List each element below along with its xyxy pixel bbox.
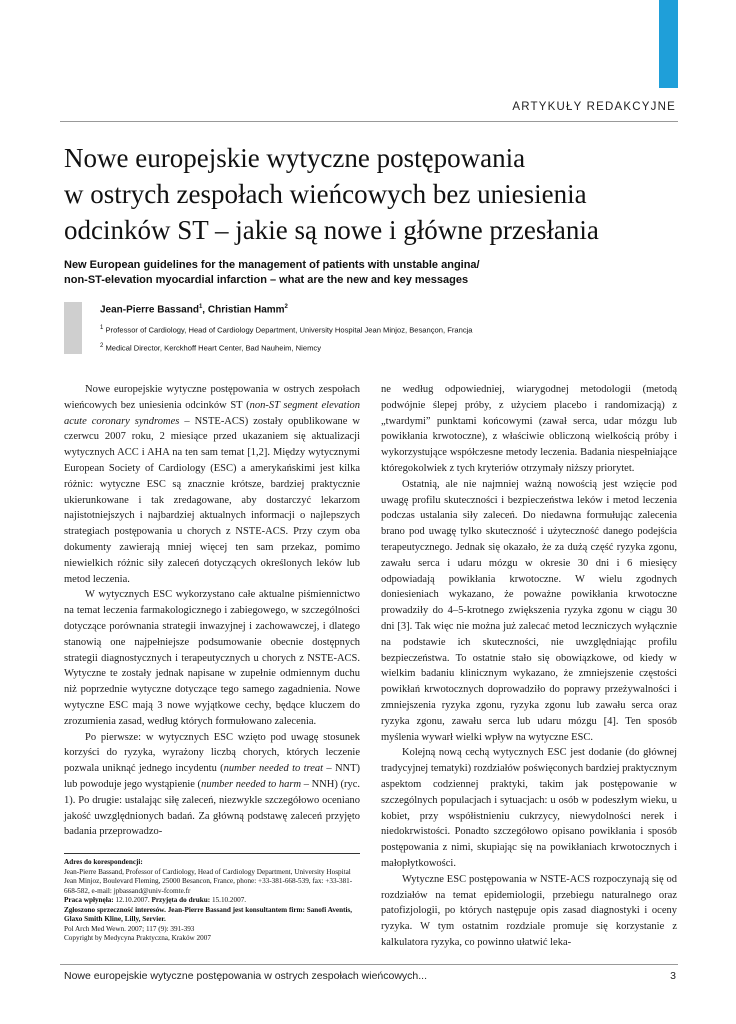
affiliation <box>100 325 473 335</box>
body-column-left <box>64 382 360 840</box>
conflict-text: Jean-Pierre Bassand jest konsultantem firm: Sanofi Aventis, Glaxo Smith Kline, Lilly, Servier. <box>64 905 353 923</box>
italic-term: number needed to treat <box>223 763 324 775</box>
paragraph <box>64 382 360 587</box>
paragraph <box>64 730 360 841</box>
page-number: 3 <box>670 970 676 982</box>
dates <box>64 896 360 906</box>
received-label: Praca wpłynęła: <box>64 896 114 904</box>
author-separator: , <box>202 304 208 316</box>
paragraph: ne według odpowiedniej, wiarygodnej metodologii (metodą podwójnie ślepej próby, z użyciem placebo i randomizacją) z „twardymi” punktami końcowymi (zawał serca, udar mózgu lub powikłania krwotoczne), z właściwie obliczoną wielkością próby i wykorzystujące współczesne metody leczenia. Badania niespełniające któregokolwiek z tych kryteriów otrzymały niższy priorytet. <box>381 384 677 474</box>
authors-side-bar <box>64 302 82 354</box>
title-line: odcinków ST – jakie są nowe i główne przesłania <box>64 215 599 245</box>
received-date: 12.10.2007. <box>113 896 152 904</box>
correspondence-box <box>64 853 360 944</box>
text-run: – NNH) (ryc. 1). Po drugie: ustalając siłę zaleceń, niezwykle szczegółowo oceniano jakość uwzględnionych badań. Za główną podstawę zaleceń przyjęto badania przeprowadzo- <box>64 778 360 838</box>
text-run: Nowe europejskie wytyczne postępowania w ostrych zespołach wieńcowych bez uniesienia odcinków ST ( <box>64 384 360 411</box>
affiliation-number: 1 <box>100 325 104 331</box>
affiliation-text: Medical Director, Kerckhoff Heart Center, Bad Nauheim, Niemcy <box>105 343 321 353</box>
paragraph: W wytycznych ESC wykorzystano całe aktualne piśmiennictwo na temat leczenia farmakologicznego i zabiegowego, w szczególności dotyczące porównania strategii inwazyjnej i zachowawczej, i dlatego stanowią one najpełniejsze podsumowanie obecnie dostępnych strategii diagnostycznych i terapeutycznych u chorych z NSTE-ACS. Wytyczne te zostały jednak napisane w zupełnie odmiennym duchu niż poprzednie wytyczne dotyczące tego samego zagadnienia. Nowe wytyczne ESC mają 3 nowe wyjątkowe cechy, będące kluczem do zrozumienia zasad, według których formułowano zalecenia. <box>64 589 360 727</box>
author-name: Christian Hamm <box>207 304 285 316</box>
text-run: – NNT) lub powoduje jego wystąpienie ( <box>64 763 361 790</box>
affiliation-ref: 2 <box>284 304 288 310</box>
accepted-date: 15.10.2007. <box>210 896 247 904</box>
author-name: Jean-Pierre Bassand <box>100 304 199 316</box>
article-title <box>64 140 684 248</box>
affiliation-number: 2 <box>100 343 104 349</box>
subtitle-line: non-ST-elevation myocardial infarction – what are the new and key messages <box>64 273 469 286</box>
affiliation <box>100 343 321 353</box>
copyright: Copyright by Medycyna Praktyczna, Kraków 2007 <box>64 934 211 942</box>
text-run: – NSTE-ACS) zostały opublikowane w czerwcu 2007 roku, 2 miesiące przed ukazaniem się aktualizacji wytycznych ACC i AHA na ten sam temat [1,2]. Między wytycznymi European Society of Cardiology (ESC) a amerykańskimi jest kilka różnic: wytyczne ESC są znacznie krótsze, bardziej praktycznie ukierunkowane i tak zredagowane, aby dostarczyć lekarzom najistotniejszych i najbardziej aktualnych informacji o najlepszych strategiach postępowania u chorych z NSTE-ACS. Przy czym oba dokumenty zawierają mniej więcej ten sam przekaz, pomimo niewielkich różnic siły zaleceń dotyczących określonych leków lub metod leczenia. <box>64 415 360 585</box>
body-column-right <box>381 382 677 951</box>
authors <box>100 304 288 315</box>
running-title: Nowe europejskie wytyczne postępowania w ostrych zespołach wieńcowych... <box>64 970 428 982</box>
subtitle-line: New European guidelines for the management of patients with unstable angina/ <box>64 259 480 271</box>
citation: Pol Arch Med Wewn. 2007; 117 (9): 391-393 <box>64 924 195 933</box>
section-label: ARTYKUŁY REDAKCYJNE <box>512 101 676 113</box>
paragraph: Wytyczne ESC postępowania w NSTE-ACS rozpoczynają się od rozdziałów na temat epidemiologii, przebiegu naturalnego oraz patofizjologii, po których następuje opis zasad diagnostyki i oceny ryzyka. W tym ostatnim rozdziale promuje się korzystanie z kalkulatora ryzyka, co powinno ułatwić leka- <box>381 873 677 948</box>
title-line: Nowe europejskie wytyczne postępowania <box>64 143 526 173</box>
italic-term: number needed to harm <box>201 778 302 790</box>
section-color-tab <box>659 0 678 88</box>
text-run: Po pierwsze: w wytycznych ESC wzięto pod uwagę stosunek korzyści do ryzyka, wyrażony liczbą chorych, których leczenie pozwala uniknąć jednego incydentu ( <box>64 731 360 775</box>
affiliation-text: Professor of Cardiology, Head of Cardiology Department, University Hospital Jean Minjoz, Besançon, Francja <box>105 325 473 335</box>
header-divider <box>60 121 678 122</box>
accepted-label: Przyjęta do druku: <box>151 896 211 904</box>
footer-divider <box>60 964 678 965</box>
conflict-label: Zgłoszono sprzeczność interesów. <box>64 905 166 914</box>
title-line: w ostrych zespołach wieńcowych bez uniesienia <box>64 179 587 209</box>
english-title <box>64 258 684 287</box>
affiliation-ref: 1 <box>198 304 203 310</box>
paragraph: Kolejną nową cechą wytycznych ESC jest dodanie (do głównej tradycyjnej tematyki) rozdziałów poświęconych bardziej praktycznym aspektom codziennej praktyki, takim jak postępowanie w szczególnych populacjach i sytuacjach: u osób w podeszłym wieku, u kobiet, przy współistnieniu cukrzycy, niewydolności nerek i niedokrwistości. Ponadto szczegółowo opisano powikłania i sposób postępowania z nimi, skupiając się na powikłaniach krwotocznych i małopłytkowości. <box>381 747 677 869</box>
italic-term: non-ST segment elevation acute coronary syndromes <box>64 399 360 427</box>
paragraph: Ostatnią, ale nie najmniej ważną nowością jest wzięcie pod uwagę profilu skuteczności i bezpieczeństwa leków i metod leczenia podczas ustalania siły zaleceń. Do niedawna formułując zalecenia brano pod uwagę tylko skuteczność i użyteczność danego podejścia terapeutycznego. Jednak się okazało, że za dużą część ryzyka zgonu, zawału serca i udaru mózgu w okresie 30 dni i 6 miesięcy odpowiadają powikłania krwotoczne. W wielu zgodnych doniesieniach wykazano, że poważne powikłania krwotoczne prowadziły do 4–5-krotnego zwiększenia ryzyka zgonu w ciągu 30 dni [3]. Tak więc nie można już zalecać metod leczniczych wyłącznie na podstawie ich skuteczności, nie uwzględniając profilu bezpieczeństwa. To ostatnie stało się obowiązkowe, od kiedy w wielkim badaniu klinicznym wykazano, że zmniejszenie częstości powikłań krwotocznych doprowadziło do poprawy przeżywalności i zmniejszenia ryzyka zgonu, ryzyka zgonu lub zawału serca oraz ryzyka zgonu, zawału serca lub udaru mózgu [4]. Ten sposób myślenia wywarł wielki wpływ na wytyczne ESC. <box>381 478 677 743</box>
conflict-of-interest <box>64 906 360 925</box>
correspondence-heading: Adres do korespondencji: <box>64 858 143 866</box>
correspondence-address: Jean-Pierre Bassand, Professor of Cardiology, Head of Cardiology Department, University Hospital Jean Minjoz, Boulevard Fleming, 25000 Besancon, France, phone: +33-381-668-539, fax: +33-381-668-582, e-mail: jpbassand@univ-fcomte.fr <box>64 867 353 895</box>
